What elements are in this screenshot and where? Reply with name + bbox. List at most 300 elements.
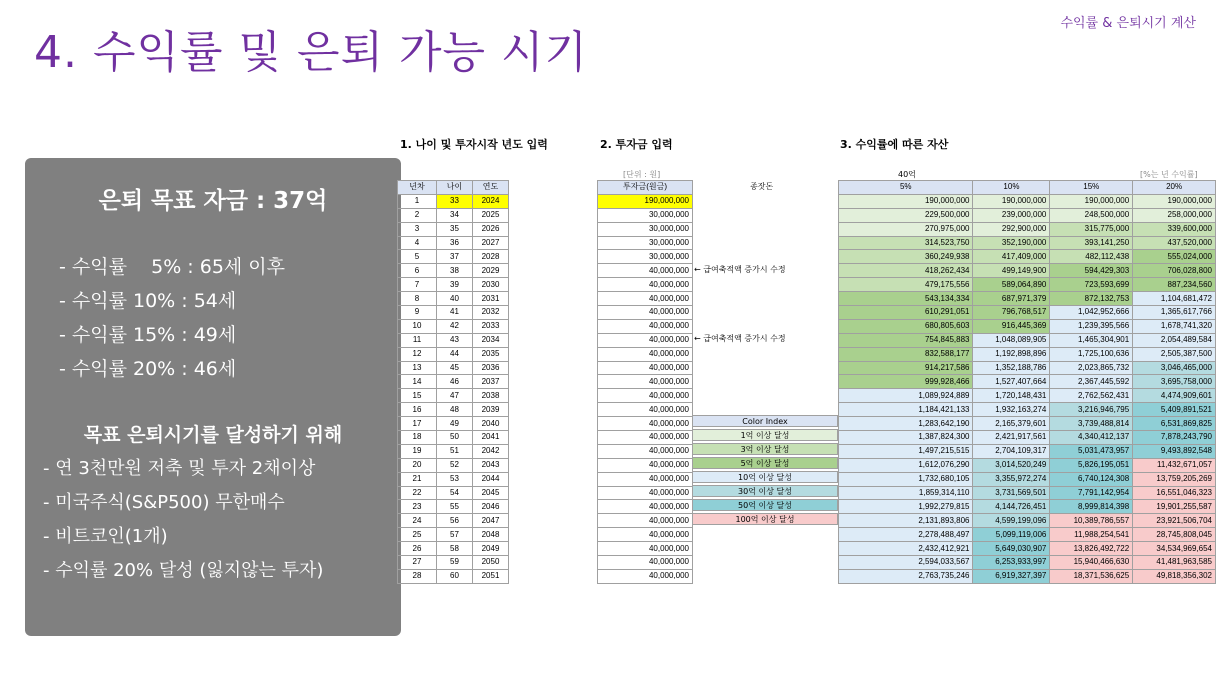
table-row <box>839 333 1216 347</box>
cell-year: 2040 <box>473 417 509 431</box>
table-row <box>839 556 1216 570</box>
cell-asset-value: 2,367,445,592 <box>1050 375 1133 389</box>
cell-asset-value: 314,523,750 <box>839 236 973 250</box>
header-rate-20: 20% <box>1133 181 1216 195</box>
table-row <box>598 306 693 320</box>
cell-asset-value: 2,594,033,567 <box>839 556 973 570</box>
cell-asset-value: 11,432,671,057 <box>1133 458 1216 472</box>
cell-asset-value: 2,763,735,246 <box>839 569 973 583</box>
cell-asset-value: 916,445,369 <box>973 319 1050 333</box>
cell-age: 52 <box>437 458 473 472</box>
cell-asset-value: 315,775,000 <box>1050 222 1133 236</box>
table-row <box>839 361 1216 375</box>
legend-item: 100억 이상 달성 <box>692 513 838 525</box>
cell-asset-value: 887,234,560 <box>1133 278 1216 292</box>
cell-age: 44 <box>437 347 473 361</box>
cell-asset-value: 6,919,327,397 <box>973 569 1050 583</box>
cell-principal: 40,000,000 <box>598 306 693 320</box>
cell-age: 57 <box>437 528 473 542</box>
table-row <box>398 444 509 458</box>
cell-principal: 40,000,000 <box>598 569 693 583</box>
legend-item: 5억 이상 달성 <box>692 457 838 469</box>
table-row <box>598 250 693 264</box>
cell-asset-value: 2,278,488,497 <box>839 528 973 542</box>
cell-asset-value: 1,720,148,431 <box>973 389 1050 403</box>
table-row <box>839 194 1216 208</box>
cell-asset-value: 2,505,387,500 <box>1133 347 1216 361</box>
cell-age: 34 <box>437 208 473 222</box>
cell-age: 41 <box>437 306 473 320</box>
cell-asset-value: 190,000,000 <box>973 194 1050 208</box>
cell-year: 2038 <box>473 389 509 403</box>
table-row <box>598 375 693 389</box>
table-row <box>839 472 1216 486</box>
cell-asset-value: 1,048,089,905 <box>973 333 1050 347</box>
table-row <box>839 528 1216 542</box>
cell-year: 2037 <box>473 375 509 389</box>
unit-note: [단위 : 원] <box>623 170 661 179</box>
cell-age: 39 <box>437 278 473 292</box>
table-row <box>839 208 1216 222</box>
cell-asset-value: 190,000,000 <box>1050 194 1133 208</box>
cell-principal: 40,000,000 <box>598 542 693 556</box>
cell-asset-value: 3,739,488,814 <box>1050 417 1133 431</box>
cell-year: 2045 <box>473 486 509 500</box>
cell-asset-value: 418,262,434 <box>839 264 973 278</box>
annotation-note: ← 급여축적액 증가시 수정 <box>694 265 786 274</box>
table-row <box>839 306 1216 320</box>
cell-principal: 40,000,000 <box>598 486 693 500</box>
plan-subtitle: 목표 은퇴시기를 달성하기 위해 <box>83 424 343 446</box>
cell-asset-value: 1,239,395,566 <box>1050 319 1133 333</box>
cell-asset-value: 1,352,188,786 <box>973 361 1050 375</box>
table-row <box>598 569 693 583</box>
cell-age: 55 <box>437 500 473 514</box>
table-row <box>839 403 1216 417</box>
table-row <box>398 458 509 472</box>
legend-item: 3억 이상 달성 <box>692 443 838 455</box>
table-row <box>398 319 509 333</box>
cell-asset-value: 3,046,465,000 <box>1133 361 1216 375</box>
table-row <box>398 361 509 375</box>
cell-year-count: 11 <box>398 333 437 347</box>
cell-principal: 40,000,000 <box>598 319 693 333</box>
cell-asset-value: 292,900,000 <box>973 222 1050 236</box>
page-title: 4. 수익률 및 은퇴 가능 시기 <box>34 27 588 78</box>
cell-year-count: 1 <box>398 194 437 208</box>
table-row <box>839 278 1216 292</box>
cell-year-count: 6 <box>398 264 437 278</box>
cell-year: 2033 <box>473 319 509 333</box>
cell-asset-value: 589,064,890 <box>973 278 1050 292</box>
legend-item: 50억 이상 달성 <box>692 499 838 511</box>
table-row <box>839 375 1216 389</box>
cell-asset-value: 339,600,000 <box>1133 222 1216 236</box>
cell-year: 2046 <box>473 500 509 514</box>
table-row <box>598 403 693 417</box>
rate-item: - 수익률 15% : 49세 <box>59 324 237 346</box>
table-row <box>839 431 1216 445</box>
cell-asset-value: 594,429,303 <box>1050 264 1133 278</box>
rate-item: - 수익률 5% : 65세 이후 <box>59 256 286 278</box>
header-principal: 투자금(원금) <box>598 181 693 195</box>
table-row <box>839 222 1216 236</box>
cell-year: 2029 <box>473 264 509 278</box>
cell-asset-value: 610,291,051 <box>839 306 973 320</box>
cell-asset-value: 1,612,076,290 <box>839 458 973 472</box>
cell-asset-value: 2,762,562,431 <box>1050 389 1133 403</box>
asset-table <box>838 180 1216 584</box>
cell-asset-value: 1,184,421,133 <box>839 403 973 417</box>
cell-asset-value: 482,112,438 <box>1050 250 1133 264</box>
cell-year-count: 17 <box>398 417 437 431</box>
table-row <box>398 292 509 306</box>
cell-asset-value: 248,500,000 <box>1050 208 1133 222</box>
cell-asset-value: 4,144,726,451 <box>973 500 1050 514</box>
cell-principal: 40,000,000 <box>598 292 693 306</box>
table-row <box>398 375 509 389</box>
cell-asset-value: 2,432,412,921 <box>839 542 973 556</box>
table-row <box>598 458 693 472</box>
cell-asset-value: 13,826,492,722 <box>1050 542 1133 556</box>
cell-principal: 190,000,000 <box>598 194 693 208</box>
cell-age: 50 <box>437 431 473 445</box>
table-row <box>398 528 509 542</box>
cell-year: 2048 <box>473 528 509 542</box>
cell-asset-value: 914,217,586 <box>839 361 973 375</box>
cell-asset-value: 680,805,603 <box>839 319 973 333</box>
table-row <box>598 222 693 236</box>
cell-asset-value: 8,999,814,398 <box>1050 500 1133 514</box>
table-row <box>398 264 509 278</box>
rate-note: [%는 년 수익률] <box>1140 170 1198 179</box>
cell-year-count: 25 <box>398 528 437 542</box>
annotation-note: ← 급여축적액 증가시 수정 <box>694 334 786 343</box>
cell-asset-value: 1,497,215,515 <box>839 444 973 458</box>
cell-year-count: 12 <box>398 347 437 361</box>
table-row <box>398 222 509 236</box>
cell-year-count: 20 <box>398 458 437 472</box>
cell-asset-value: 10,389,786,557 <box>1050 514 1133 528</box>
cell-asset-value: 723,593,699 <box>1050 278 1133 292</box>
table-row <box>398 347 509 361</box>
cell-asset-value: 229,500,000 <box>839 208 973 222</box>
cell-asset-value: 3,731,569,501 <box>973 486 1050 500</box>
cell-asset-value: 1,283,642,190 <box>839 417 973 431</box>
cell-year-count: 28 <box>398 569 437 583</box>
cell-asset-value: 479,175,556 <box>839 278 973 292</box>
header-rate-15: 15% <box>1050 181 1133 195</box>
cell-age: 56 <box>437 514 473 528</box>
cell-asset-value: 1,932,163,274 <box>973 403 1050 417</box>
cell-asset-value: 1,387,824,300 <box>839 431 973 445</box>
table-row <box>398 472 509 486</box>
cell-age: 49 <box>437 417 473 431</box>
cell-asset-value: 6,253,933,997 <box>973 556 1050 570</box>
color-index-title: Color Index <box>692 415 838 427</box>
table-row <box>839 292 1216 306</box>
cell-year: 2026 <box>473 222 509 236</box>
table-row <box>839 486 1216 500</box>
cell-year: 2044 <box>473 472 509 486</box>
table-row <box>398 389 509 403</box>
cell-principal: 40,000,000 <box>598 556 693 570</box>
header-age: 나이 <box>437 181 473 195</box>
cell-asset-value: 555,024,000 <box>1133 250 1216 264</box>
table-row <box>839 569 1216 583</box>
cell-asset-value: 5,826,195,051 <box>1050 458 1133 472</box>
cell-year: 2025 <box>473 208 509 222</box>
cell-asset-value: 11,988,254,541 <box>1050 528 1133 542</box>
cell-year: 2036 <box>473 361 509 375</box>
table-row <box>598 292 693 306</box>
cell-age: 40 <box>437 292 473 306</box>
cell-asset-value: 543,134,334 <box>839 292 973 306</box>
section-heading-assets: 3. 수익률에 따른 자산 <box>840 138 949 151</box>
table-row <box>398 194 509 208</box>
plan-item: - 비트코인(1개) <box>43 526 168 547</box>
cell-asset-value: 9,493,892,548 <box>1133 444 1216 458</box>
cell-asset-value: 417,409,000 <box>973 250 1050 264</box>
cell-asset-value: 1,725,100,636 <box>1050 347 1133 361</box>
summary-panel <box>25 158 401 636</box>
cell-year: 2035 <box>473 347 509 361</box>
section-label: 수익률 & 은퇴시기 계산 <box>1060 16 1196 31</box>
cell-asset-value: 190,000,000 <box>839 194 973 208</box>
cell-principal: 30,000,000 <box>598 250 693 264</box>
cell-asset-value: 18,371,536,625 <box>1050 569 1133 583</box>
cell-year: 2049 <box>473 542 509 556</box>
table-row <box>398 417 509 431</box>
table-row <box>839 236 1216 250</box>
cell-year-count: 9 <box>398 306 437 320</box>
cell-year: 2043 <box>473 458 509 472</box>
cell-asset-value: 796,768,517 <box>973 306 1050 320</box>
cell-age: 36 <box>437 236 473 250</box>
cell-principal: 30,000,000 <box>598 208 693 222</box>
cell-principal: 40,000,000 <box>598 264 693 278</box>
cell-year: 2030 <box>473 278 509 292</box>
cell-asset-value: 2,023,865,732 <box>1050 361 1133 375</box>
cell-asset-value: 49,818,356,302 <box>1133 569 1216 583</box>
cell-year-count: 22 <box>398 486 437 500</box>
cell-asset-value: 4,340,412,137 <box>1050 431 1133 445</box>
table-row <box>598 194 693 208</box>
cell-asset-value: 2,165,379,601 <box>973 417 1050 431</box>
cell-age: 43 <box>437 333 473 347</box>
cell-asset-value: 1,192,898,896 <box>973 347 1050 361</box>
cell-asset-value: 16,551,046,323 <box>1133 486 1216 500</box>
legend-item: 1억 이상 달성 <box>692 429 838 441</box>
cell-asset-value: 499,149,900 <box>973 264 1050 278</box>
cell-year-count: 13 <box>398 361 437 375</box>
table-row <box>398 250 509 264</box>
table-row <box>598 208 693 222</box>
cell-asset-value: 1,365,617,766 <box>1133 306 1216 320</box>
table-row <box>398 333 509 347</box>
cell-asset-value: 258,000,000 <box>1133 208 1216 222</box>
cell-year-count: 19 <box>398 444 437 458</box>
cell-asset-value: 754,845,883 <box>839 333 973 347</box>
cell-asset-value: 1,678,741,320 <box>1133 319 1216 333</box>
cell-age: 58 <box>437 542 473 556</box>
table-row <box>839 514 1216 528</box>
header-rate-10: 10% <box>973 181 1050 195</box>
table-row <box>398 542 509 556</box>
cell-age: 53 <box>437 472 473 486</box>
cell-principal: 40,000,000 <box>598 333 693 347</box>
table-row <box>598 389 693 403</box>
cell-year-count: 27 <box>398 556 437 570</box>
plan-list <box>43 452 323 588</box>
cell-year: 2027 <box>473 236 509 250</box>
cell-principal: 40,000,000 <box>598 389 693 403</box>
header-year: 연도 <box>473 181 509 195</box>
cell-year: 2034 <box>473 333 509 347</box>
cell-asset-value: 352,190,000 <box>973 236 1050 250</box>
cell-year-count: 3 <box>398 222 437 236</box>
plan-item: - 수익률 20% 달성 (잃지않는 투자) <box>43 560 324 581</box>
table-row <box>398 306 509 320</box>
cell-principal: 40,000,000 <box>598 347 693 361</box>
cell-principal: 40,000,000 <box>598 514 693 528</box>
rate-list <box>59 250 285 386</box>
table-row <box>598 514 693 528</box>
cell-asset-value: 2,054,489,584 <box>1133 333 1216 347</box>
cell-age: 47 <box>437 389 473 403</box>
table-row <box>398 514 509 528</box>
cell-principal: 40,000,000 <box>598 431 693 445</box>
cell-year-count: 14 <box>398 375 437 389</box>
rate-item: - 수익률 10% : 54세 <box>59 290 237 312</box>
cell-asset-value: 13,759,205,269 <box>1133 472 1216 486</box>
cell-age: 45 <box>437 361 473 375</box>
table-row <box>398 556 509 570</box>
table-row <box>839 542 1216 556</box>
table-row <box>398 486 509 500</box>
table-row <box>598 486 693 500</box>
cell-year-count: 2 <box>398 208 437 222</box>
cell-age: 42 <box>437 319 473 333</box>
cell-asset-value: 2,131,893,806 <box>839 514 973 528</box>
seed-money-label: 종잣돈 <box>750 182 774 191</box>
cell-age: 54 <box>437 486 473 500</box>
cell-asset-value: 2,704,109,317 <box>973 444 1050 458</box>
cell-year-count: 18 <box>398 431 437 445</box>
legend-item: 30억 이상 달성 <box>692 485 838 497</box>
cell-principal: 40,000,000 <box>598 375 693 389</box>
cell-year-count: 26 <box>398 542 437 556</box>
cell-year-count: 4 <box>398 236 437 250</box>
cell-year-count: 24 <box>398 514 437 528</box>
table-row <box>598 500 693 514</box>
table-row <box>598 236 693 250</box>
cell-age: 51 <box>437 444 473 458</box>
table-row <box>839 319 1216 333</box>
cell-year-count: 8 <box>398 292 437 306</box>
table-row <box>398 569 509 583</box>
cell-year: 2047 <box>473 514 509 528</box>
cell-asset-value: 6,740,124,308 <box>1050 472 1133 486</box>
header-rate-5: 5% <box>839 181 973 195</box>
table-row <box>398 431 509 445</box>
table-row <box>598 556 693 570</box>
cell-principal: 40,000,000 <box>598 417 693 431</box>
cell-asset-value: 4,599,199,096 <box>973 514 1050 528</box>
cell-asset-value: 19,901,255,587 <box>1133 500 1216 514</box>
table-row <box>398 278 509 292</box>
cell-year-count: 10 <box>398 319 437 333</box>
cell-year: 2028 <box>473 250 509 264</box>
cell-year: 2051 <box>473 569 509 583</box>
table-row <box>398 236 509 250</box>
cell-asset-value: 34,534,969,654 <box>1133 542 1216 556</box>
table-row <box>598 361 693 375</box>
cell-age: 59 <box>437 556 473 570</box>
table-row <box>839 500 1216 514</box>
cell-asset-value: 706,028,800 <box>1133 264 1216 278</box>
table-row <box>598 347 693 361</box>
cell-asset-value: 360,249,938 <box>839 250 973 264</box>
cell-asset-value: 5,649,030,907 <box>973 542 1050 556</box>
cell-age: 35 <box>437 222 473 236</box>
cell-asset-value: 393,141,250 <box>1050 236 1133 250</box>
retirement-goal: 은퇴 목표 자금 : 37억 <box>98 188 328 214</box>
table-row <box>598 417 693 431</box>
cell-asset-value: 832,588,177 <box>839 347 973 361</box>
cell-asset-value: 5,031,473,957 <box>1050 444 1133 458</box>
cell-principal: 30,000,000 <box>598 236 693 250</box>
table-row <box>839 264 1216 278</box>
cell-year-count: 16 <box>398 403 437 417</box>
target-note: 40억 <box>898 170 916 179</box>
cell-asset-value: 3,014,520,249 <box>973 458 1050 472</box>
cell-year: 2024 <box>473 194 509 208</box>
table-row <box>398 500 509 514</box>
cell-asset-value: 1,859,314,110 <box>839 486 973 500</box>
cell-year-count: 21 <box>398 472 437 486</box>
table-row <box>839 458 1216 472</box>
header-year-count: 년차 <box>398 181 437 195</box>
cell-asset-value: 687,971,379 <box>973 292 1050 306</box>
table-row <box>839 417 1216 431</box>
table-row <box>398 403 509 417</box>
cell-year-count: 15 <box>398 389 437 403</box>
investment-table <box>597 180 693 584</box>
cell-asset-value: 1,089,924,889 <box>839 389 973 403</box>
table-row <box>598 528 693 542</box>
cell-asset-value: 28,745,808,045 <box>1133 528 1216 542</box>
cell-principal: 40,000,000 <box>598 472 693 486</box>
cell-asset-value: 6,531,869,825 <box>1133 417 1216 431</box>
cell-asset-value: 1,527,407,664 <box>973 375 1050 389</box>
cell-asset-value: 1,465,304,901 <box>1050 333 1133 347</box>
cell-asset-value: 999,928,466 <box>839 375 973 389</box>
cell-principal: 40,000,000 <box>598 361 693 375</box>
cell-age: 60 <box>437 569 473 583</box>
cell-principal: 40,000,000 <box>598 278 693 292</box>
cell-asset-value: 872,132,753 <box>1050 292 1133 306</box>
table-row <box>598 472 693 486</box>
cell-principal: 30,000,000 <box>598 222 693 236</box>
table-row <box>598 278 693 292</box>
section-heading-investment: 2. 투자금 입력 <box>600 138 673 151</box>
cell-asset-value: 41,481,963,585 <box>1133 556 1216 570</box>
cell-year-count: 5 <box>398 250 437 264</box>
cell-year-count: 7 <box>398 278 437 292</box>
table-row <box>839 389 1216 403</box>
age-table <box>397 180 509 584</box>
